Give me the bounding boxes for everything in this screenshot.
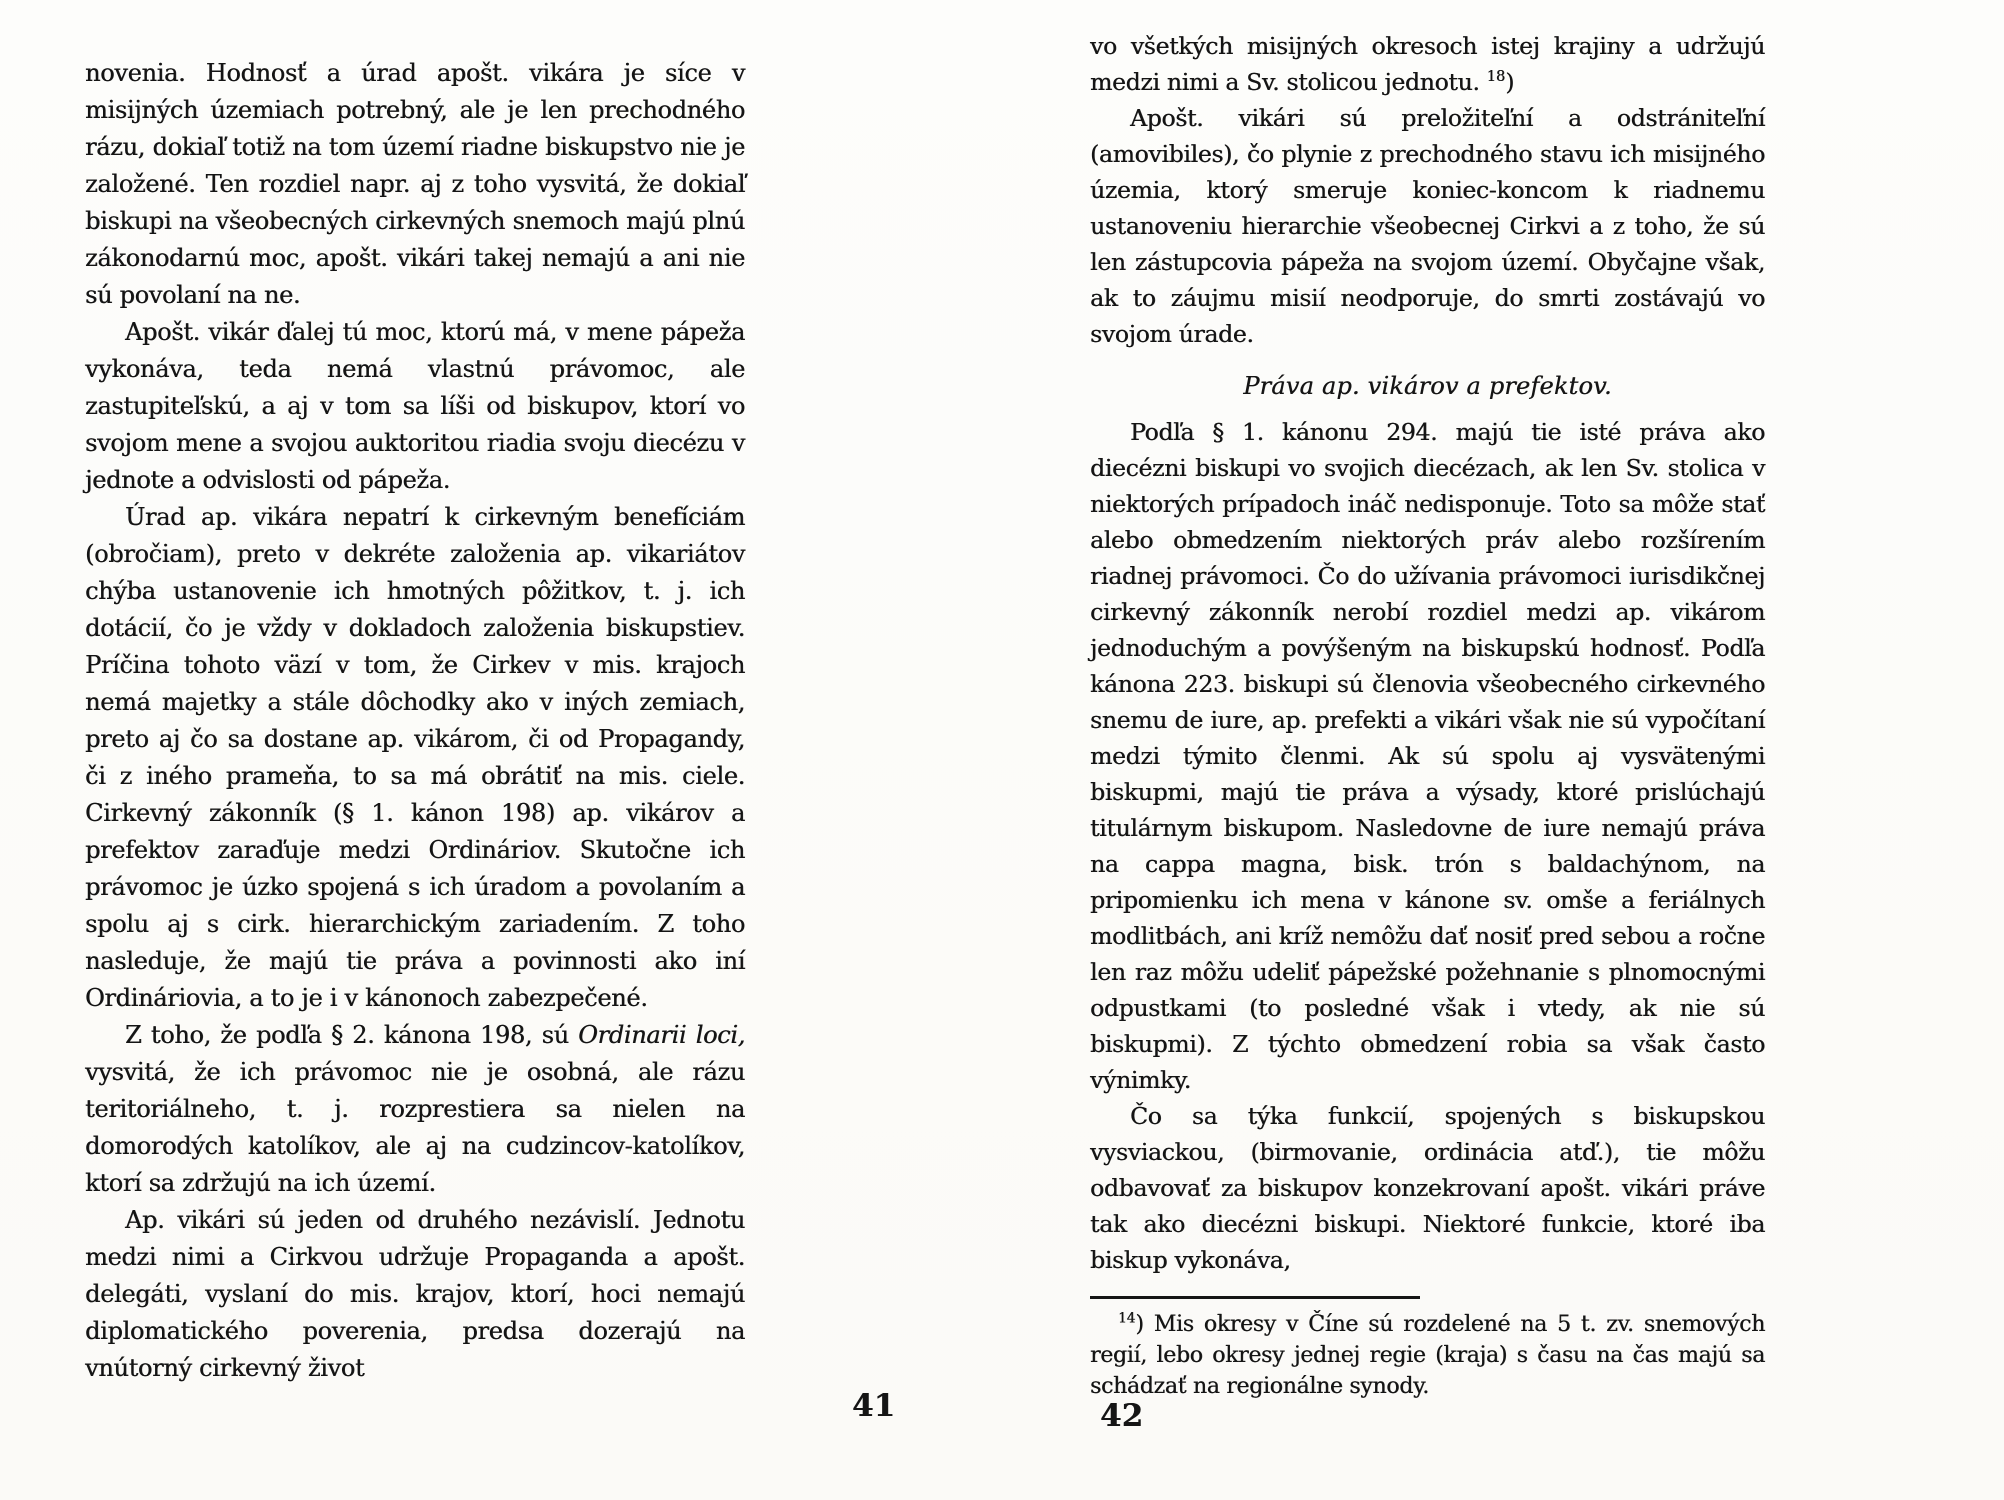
paragraph-continuation: novenia. Hodnosť a úrad apošt. vikára je síce v misijných územiach potrebný, ale je len prechodného rázu, dokiaľ totiž na tom území riadne biskupstvo nie je založené. Ten rozdiel napr. aj z toho vysvitá, že dokiaľ biskupi na všeobecných cirkevných snemoch majú plnú zákonodarnú moc, apošt. vikári takej nemajú a ani nie sú povolaní na ne. [85,59,745,309]
paragraph-text: vo všetkých misijných okresoch istej krajiny a udržujú medzi nimi a Sv. stolicou jednotu. [1090,32,1765,96]
section-heading: Práva ap. vikárov a prefektov. [1243,372,1612,400]
paragraph: Ap. vikári sú jeden od druhého nezávislí. Jednotu medzi nimi a Cirkvou udržuje Propaganda a apošt. delegáti, vyslaní do mis. krajov, ktorí, hoci nemajú diplomatického poverenia, predsa dozerajú na vnútorný cirkevný život [85,1206,745,1382]
paragraph: Apošt. vikári sú preložiteľní a odstrániteľní (amovibiles), čo plynie z prechodného stavu ich misijného územia, ktorý smeruje koniec-koncom k riadnemu ustanoveniu hierarchie všeobecnej Cirkvi a z toho, že sú len zástupcovia pápeža na svojom území. Obyčajne však, ak to záujmu misií neodporuje, do smrti zostávajú vo svojom úrade. [1090,104,1765,348]
paragraph-text: ) [1505,68,1515,96]
page-number-right: 42 [1100,1398,1144,1434]
paragraph: Čo sa týka funkcií, spojených s biskupskou vysviackou, (birmovanie, ordinácia atď.), tie môžu odbavovať za biskupov konzekrovaní apošt. vikári práve tak ako diecézni biskupi. Niektoré funkcie, ktoré iba biskup vykonáva, [1090,1102,1765,1274]
paragraph [85,1017,745,1202]
paragraph-text: Z toho, že podľa § 2. kánona 198, sú [125,1021,579,1049]
paragraph: Úrad ap. vikára nepatrí k cirkevným benefíciám (obročiam), preto v dekréte založenia ap. vikariátov chýba ustanovenie ich hmotných pôžitkov, t. j. ich dotácií, čo je vždy v dokladoch založenia biskupstiev. Príčina tohoto väzí v tom, že Cirkev v mis. krajoch nemá majetky a stále dôchodky ako v iných zemiach, preto aj čo sa dostane ap. vikárom, či od Propagandy, či z iného prameňa, to sa má obrátiť na mis. ciele. Cirkevný zákonník (§ 1. kánon 198) ap. vikárov a prefektov zaraďuje medzi Ordináriov. Skutočne ich právomoc je úzko spojená s ich úradom a povolaním a spolu aj s cirk. hierarchickým zariadením. Z toho nasleduje, že majú tie práva a povinnosti ako iní Ordináriovia, a to je i v kánonoch zabezpečené. [85,503,745,1012]
page-number-left: 41 [852,1388,896,1424]
paragraph-continuation [1090,28,1765,100]
footnote [1090,1309,1765,1402]
footnote-text: ) Mis okresy v Číne sú rozdelené na 5 t. zv. snemových regií, lebo okresy jednej regie (kraja) s času na čas majú sa schádzať na regionálne synody. [1090,1312,1765,1399]
paragraph: Apošt. vikár ďalej tú moc, ktorú má, v mene pápeža vykonáva, teda nemá vlastnú právomoc, ale zastupiteľskú, a aj v tom sa líši od biskupov, ktorí vo svojom mene a svojou auktoritou riadia svoju diecézu v jednote a odvislosti od pápeža. [85,318,745,494]
latin-term: Ordinarii loci, [578,1021,745,1049]
page-left [85,55,745,1387]
paragraph-text: vysvitá, že ich právomoc nie je osobná, ale rázu teritoriálneho, t. j. rozprestiera sa nielen na domorodých katolíkov, ale aj na cudzincov-katolíkov, ktorí sa zdržujú na ich území. [85,1058,745,1197]
footnote-divider [1090,1296,1420,1299]
page-right [1090,28,1765,1402]
footnote-reference: 18 [1486,68,1506,86]
paragraph: Podľa § 1. kánonu 294. majú tie isté práva ako diecézni biskupi vo svojich diecézach, ak len Sv. stolica v niektorých prípadoch ináč nedisponuje. Toto sa môže stať alebo obmedzením niektorých práv alebo rozšírením riadnej právomoci. Čo do užívania právomoci iurisdikčnej cirkevný zákonník nerobí rozdiel medzi ap. vikárom jednoduchým a povýšeným na biskupskú hodnosť. Podľa kánona 223. biskupi sú členovia všeobecného cirkevného snemu de iure, ap. prefekti a vikári však nie sú vypočítaní medzi týmito členmi. Ak sú spolu aj vysvätenými biskupmi, majú tie práva a výsady, ktoré prislúchajú titulárnym biskupom. Nasledovne de iure nemajú práva na cappa magna, bisk. trón s baldachýnom, na pripomienku ich mena v kánone sv. omše a feriálnych modlitbách, ani kríž nemôžu dať nosiť pred sebou a ročne len raz môžu udeliť pápežské požehnanie s plnomocnými odpustkami (to posledné však i vtedy, ak nie sú biskupmi). Z týchto obmedzení robia sa však často výnimky. [1090,418,1765,1094]
footnote-marker: 14 [1118,1310,1136,1327]
